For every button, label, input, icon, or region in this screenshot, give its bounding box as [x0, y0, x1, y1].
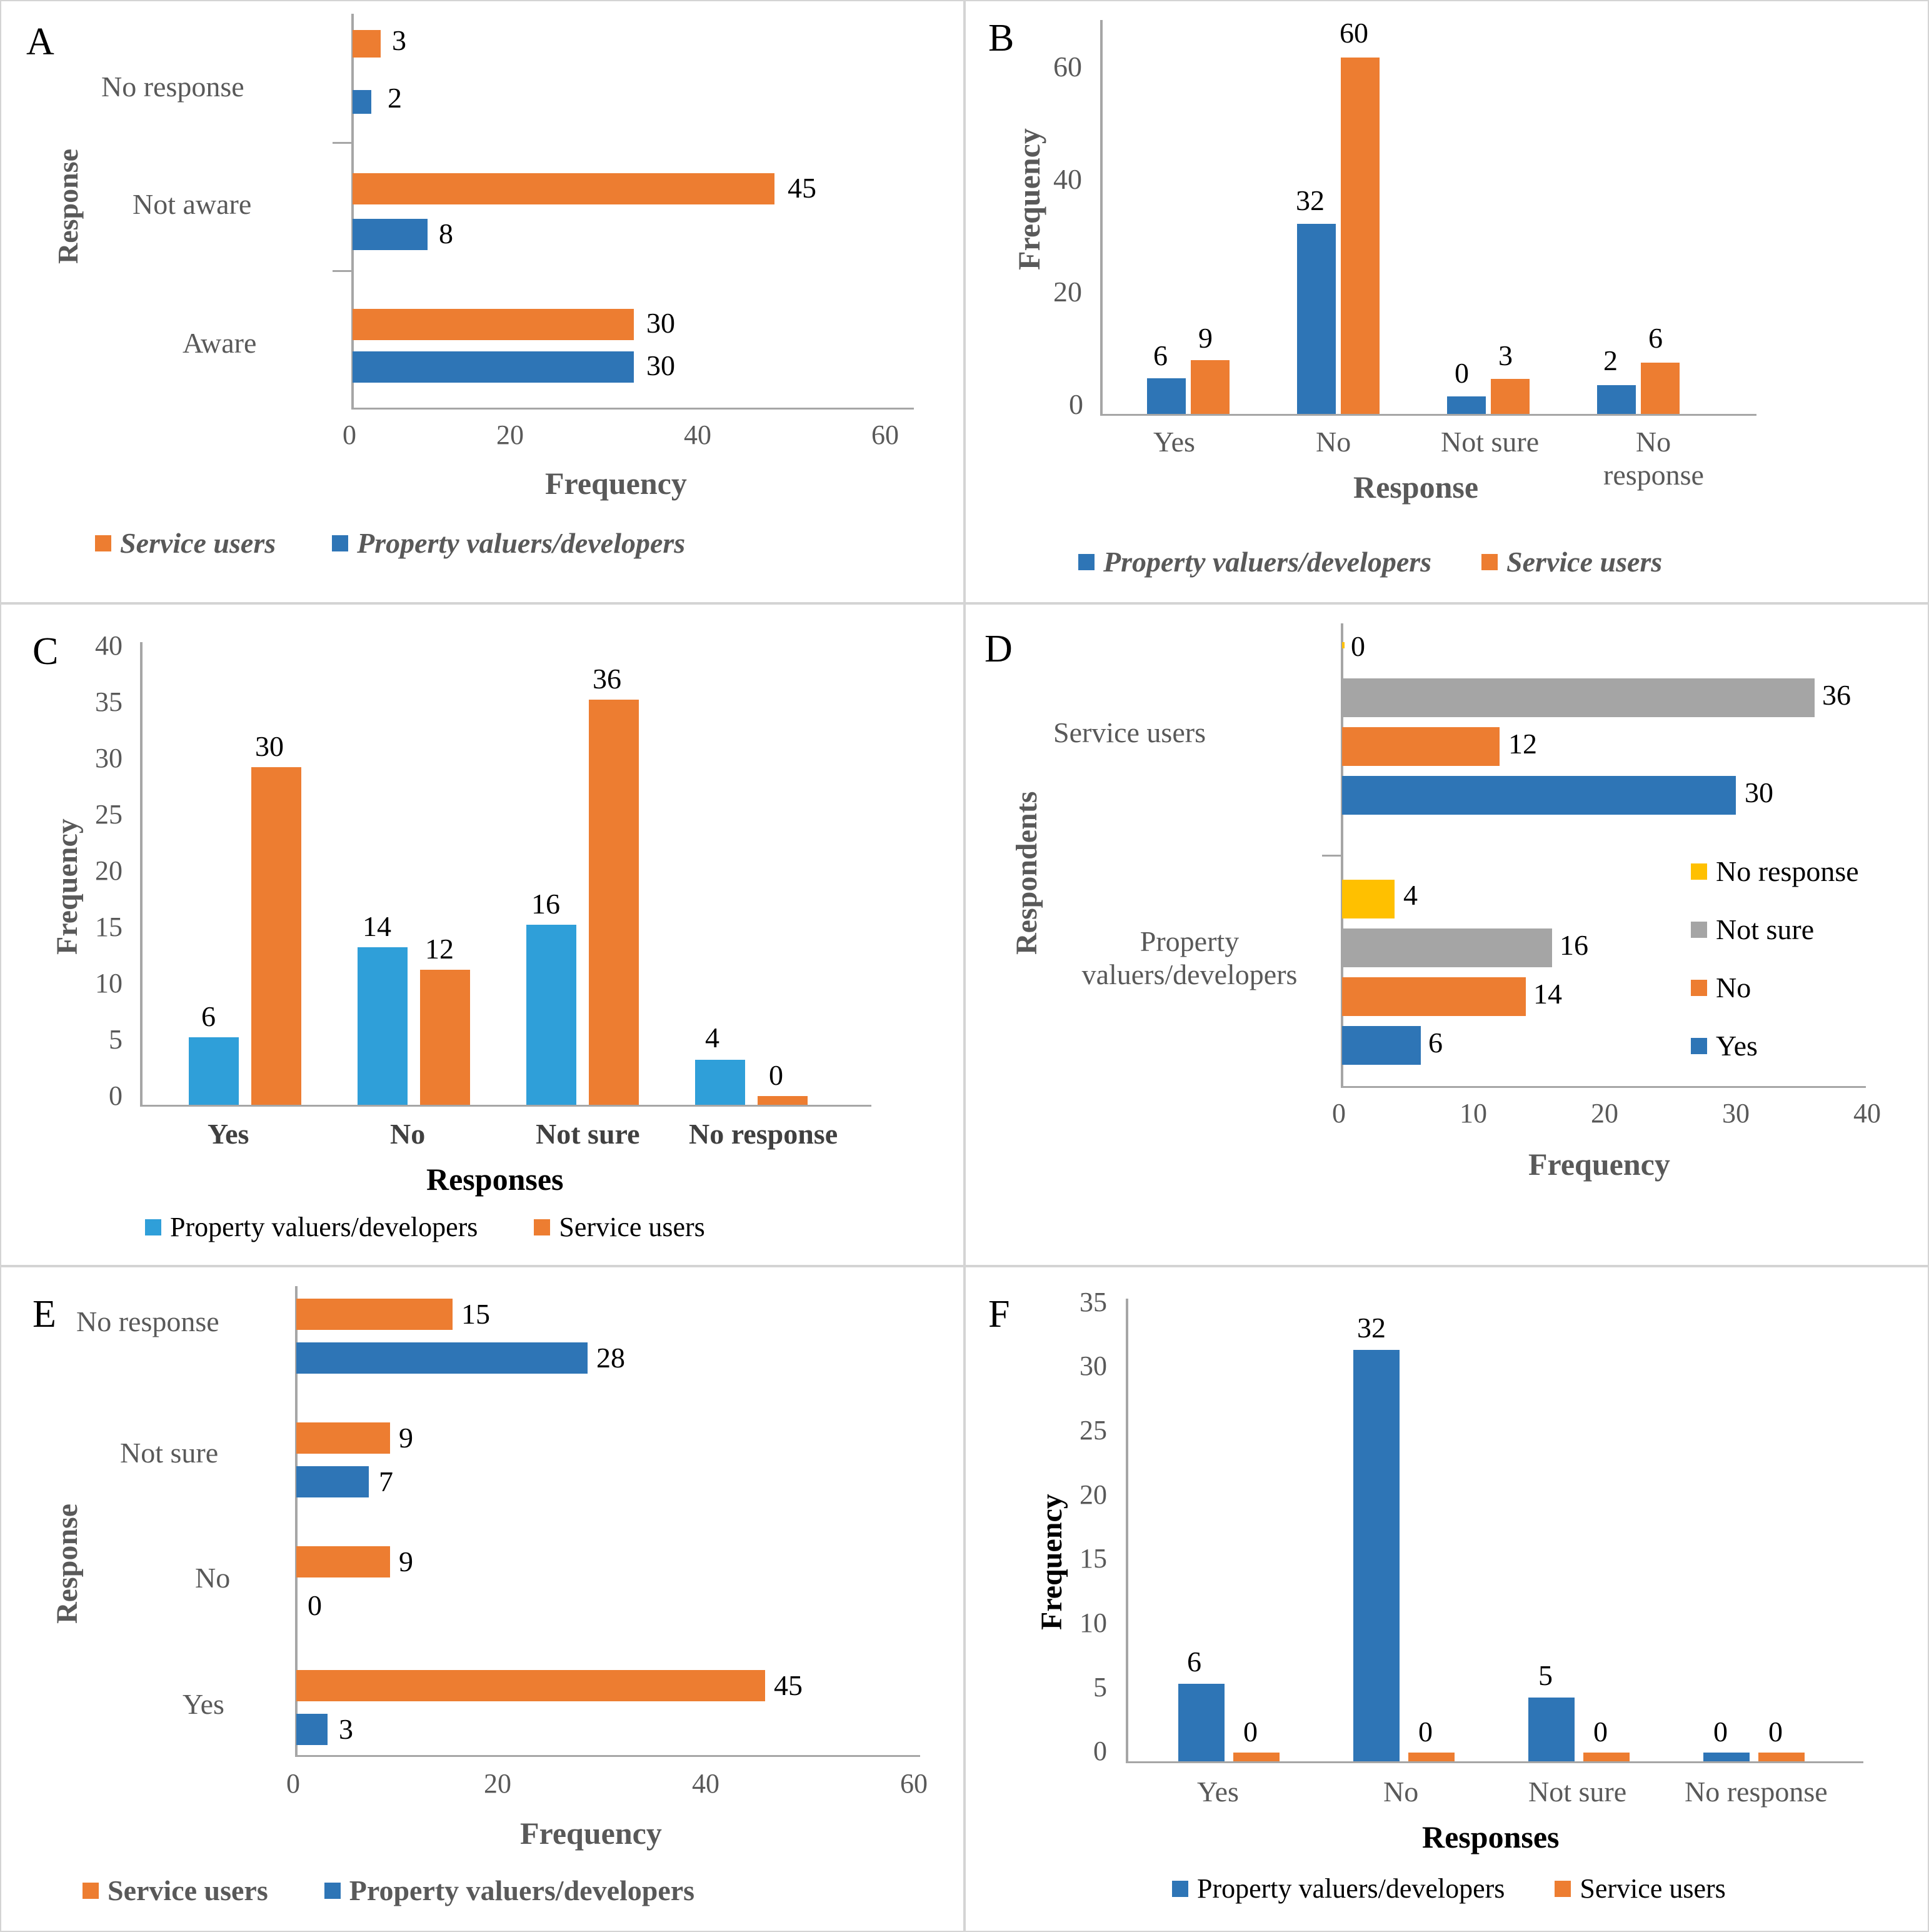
panel-d-bar-not-sure-service-users [1342, 678, 1815, 717]
panel-f-value-valuers-no: 32 [1357, 1312, 1386, 1344]
panel-d-legend-item-no [1691, 971, 1859, 1004]
panel-d-value-no-valuers: 14 [1533, 978, 1562, 1010]
panel-d-bar-no-response-valuers [1342, 880, 1395, 918]
panel-c-ytick-30: 30 [95, 743, 123, 773]
panel-d-category-valuers: Property valuers/developers [1081, 925, 1298, 990]
panel-a-xtick-40: 40 [684, 420, 711, 450]
legend-swatch-icon [1691, 980, 1707, 996]
panel-f-value-service-users-no-response: 0 [1768, 1716, 1783, 1748]
panel-d-y-axis-title: Respondents [1010, 791, 1043, 955]
panel-f-legend-label-service-users: Service users [1580, 1873, 1726, 1904]
panel-b-value-service-users-no-response: 6 [1648, 322, 1663, 354]
panel-e-bar-service-users-no-response [296, 1299, 453, 1330]
panel-c-ytick-25: 25 [95, 799, 123, 830]
panel-c-xtick-yes: Yes [208, 1118, 249, 1150]
panel-b-bar-valuers-not-sure [1447, 396, 1486, 414]
panel-d-legend [1691, 855, 1859, 1062]
panel-e-letter: E [33, 1293, 56, 1336]
panel-c-ytick-20: 20 [95, 855, 123, 886]
panel-a-x-axis-title: Frequency [545, 466, 687, 501]
panel-f-x-axis-line [1126, 1761, 1863, 1763]
panel-f-value-service-users-yes: 0 [1243, 1716, 1258, 1748]
panel-c-value-service-users-not-sure: 36 [593, 663, 621, 695]
panel-c-value-valuers-yes: 6 [201, 1000, 216, 1032]
panel-a-tick-sep-1 [333, 142, 351, 144]
panel-c-xtick-not-sure: Not sure [536, 1118, 640, 1150]
panel-c-bar-service-users-no [420, 970, 470, 1105]
panel-d-legend-item-yes [1691, 1029, 1859, 1062]
panel-b-bar-service-users-no [1341, 58, 1380, 414]
legend-swatch-icon [95, 535, 111, 551]
panel-f-ytick-0: 0 [1093, 1736, 1107, 1766]
panel-a-value-service-users-not-aware: 45 [788, 172, 816, 204]
panel-d-bar-not-sure-valuers [1342, 928, 1552, 967]
panel-f-bar-service-users-not-sure [1583, 1753, 1630, 1761]
panel-f-ytick-10: 10 [1080, 1607, 1107, 1638]
panel-b-bar-service-users-no-response [1641, 363, 1680, 414]
panel-d-value-no-response-valuers: 4 [1403, 879, 1418, 911]
panel-f-y-axis-line [1126, 1299, 1128, 1761]
panel-f-ytick-35: 35 [1080, 1287, 1107, 1317]
panel-f-ytick-30: 30 [1080, 1351, 1107, 1381]
panel-b-ytick-40: 40 [1053, 163, 1082, 195]
panel-d-value-no-response-service-users: 0 [1351, 630, 1365, 662]
panel-e-x-axis-line [295, 1755, 920, 1757]
panel-f-bar-service-users-yes [1233, 1753, 1280, 1761]
panel-b-x-axis-title: Response [1353, 470, 1479, 505]
panel-c-bar-service-users-no-response [758, 1096, 808, 1105]
panel-a-x-axis-line [351, 408, 914, 410]
panel-c-bar-valuers-yes [189, 1037, 239, 1105]
panel-f-xtick-not-sure: Not sure [1528, 1776, 1627, 1808]
panel-c-legend-item-service-users [534, 1211, 704, 1243]
panel-f-xtick-yes: Yes [1197, 1776, 1239, 1808]
panel-e [0, 1266, 964, 1932]
panel-c-letter: C [33, 630, 59, 673]
panel-e-category-no-response: No response [76, 1306, 219, 1337]
panel-f-value-valuers-no-response: 0 [1713, 1716, 1728, 1748]
panel-b-y-axis-title: Frequency [1011, 128, 1046, 270]
panel-b-legend [1078, 545, 1662, 578]
panel-c-value-valuers-no-response: 4 [705, 1022, 719, 1054]
legend-swatch-icon [83, 1883, 99, 1899]
panel-e-legend-label-service-users: Service users [108, 1874, 268, 1906]
panel-e-bar-service-users-yes [296, 1670, 765, 1701]
panel-b-bar-valuers-no [1297, 224, 1336, 414]
panel-b-value-valuers-yes: 6 [1153, 340, 1168, 371]
panel-c-x-axis-line [140, 1105, 871, 1107]
panel-d-category-service-users: Service users [1053, 717, 1206, 748]
panel-e-value-service-users-not-sure: 9 [399, 1422, 413, 1454]
legend-swatch-icon [534, 1219, 550, 1235]
panel-f-bar-valuers-no-response [1703, 1753, 1750, 1761]
panel-e-xtick-20: 20 [484, 1768, 511, 1799]
panel-d-bar-no-response-service-users [1342, 642, 1345, 648]
panel-f-ytick-20: 20 [1080, 1479, 1107, 1510]
panel-f-legend [1172, 1873, 1726, 1904]
panel-b-legend-label-service-users: Service users [1506, 546, 1663, 578]
panel-d-bar-no-service-users [1342, 727, 1500, 766]
panel-e-bar-valuers-no-response [296, 1342, 588, 1374]
panel-b-ytick-0: 0 [1069, 388, 1083, 420]
panel-a-bar-valuers-no-response [353, 90, 371, 114]
panel-e-y-axis-title: Response [51, 1503, 84, 1624]
panel-d-value-not-sure-valuers: 16 [1560, 929, 1588, 961]
panel-a-category-no-response: No response [101, 71, 244, 103]
panel-f-y-axis-title: Frequency [1035, 1494, 1068, 1630]
legend-swatch-icon [1691, 1038, 1707, 1054]
panel-f-bar-service-users-no-response [1758, 1753, 1805, 1761]
panel-d-x-axis-title: Frequency [1528, 1147, 1670, 1182]
panel-d-bar-yes-valuers [1342, 1026, 1421, 1065]
panel-b-xtick-yes: Yes [1153, 426, 1195, 458]
legend-swatch-icon [1078, 554, 1095, 570]
panel-c-value-valuers-no: 14 [363, 910, 391, 942]
panel-f-value-valuers-yes: 6 [1187, 1646, 1201, 1678]
panel-c-bar-valuers-no-response [695, 1060, 745, 1105]
panel-d-xtick-0: 0 [1332, 1098, 1346, 1129]
panel-d-x-axis-line [1341, 1086, 1866, 1088]
panel-e-x-axis-title: Frequency [520, 1816, 662, 1851]
panel-b-ytick-20: 20 [1053, 276, 1082, 308]
panel-c [0, 603, 964, 1266]
panel-e-xtick-0: 0 [286, 1768, 300, 1799]
panel-a-value-valuers-not-aware: 8 [439, 218, 453, 249]
panel-e-value-valuers-no: 0 [308, 1589, 322, 1621]
panel-f-bar-valuers-yes [1178, 1684, 1225, 1761]
panel-c-legend [145, 1211, 705, 1243]
panel-f-ytick-25: 25 [1080, 1415, 1107, 1446]
panel-e-xtick-60: 60 [900, 1768, 928, 1799]
panel-a-legend-label-service-users: Service users [120, 527, 276, 559]
panel-e-legend-item-service-users [83, 1874, 268, 1907]
panel-a-bar-service-users-not-aware [353, 173, 774, 204]
panel-c-xtick-no: No [390, 1118, 426, 1150]
panel-b-xtick-not-sure: Not sure [1441, 426, 1540, 458]
panel-e-category-no: No [195, 1562, 231, 1594]
panel-a-bar-valuers-not-aware [353, 219, 428, 250]
panel-f-bar-service-users-no [1408, 1753, 1455, 1761]
panel-c-ytick-40: 40 [95, 630, 123, 661]
panel-b-x-axis-line [1100, 414, 1756, 416]
panel-c-value-service-users-no: 12 [425, 933, 454, 965]
panel-a-legend-label-valuers: Property valuers/developers [357, 527, 686, 559]
panel-d-bar-yes-service-users [1342, 776, 1736, 815]
panel-d-value-yes-service-users: 30 [1745, 777, 1773, 808]
panel-b-y-axis-line [1100, 20, 1103, 414]
panel-b-letter: B [988, 17, 1015, 59]
panel-d-value-no-service-users: 12 [1508, 728, 1537, 760]
panel-b-legend-item-valuers [1078, 545, 1431, 578]
panel-b-value-service-users-yes: 9 [1198, 322, 1213, 354]
panel-d-legend-item-not-sure [1691, 913, 1859, 946]
panel-a-value-valuers-no-response: 2 [388, 82, 402, 114]
panel-c-ytick-5: 5 [109, 1024, 123, 1055]
panel-d-legend-item-no-response [1691, 855, 1859, 888]
panel-a-y-axis-title: Response [52, 148, 84, 264]
panel-e-value-service-users-no-response: 15 [461, 1298, 490, 1330]
panel-b-legend-label-valuers: Property valuers/developers [1103, 546, 1432, 578]
panel-b-bar-valuers-no-response [1597, 385, 1636, 414]
panel-b [964, 0, 1929, 603]
panel-e-category-not-sure: Not sure [120, 1437, 219, 1469]
legend-swatch-icon [324, 1883, 341, 1899]
panel-f-legend-item-service-users [1555, 1873, 1725, 1904]
panel-b-ytick-60: 60 [1053, 51, 1082, 83]
panel-d-value-yes-valuers: 6 [1428, 1027, 1443, 1059]
legend-swatch-icon [1172, 1881, 1188, 1897]
panel-f-bar-valuers-no [1353, 1350, 1400, 1761]
panel-c-legend-label-valuers: Property valuers/developers [170, 1212, 478, 1242]
panel-b-value-valuers-not-sure: 0 [1455, 357, 1469, 389]
panel-f [964, 1266, 1929, 1932]
panel-d-value-not-sure-service-users: 36 [1822, 679, 1851, 711]
panel-f-bar-valuers-not-sure [1528, 1698, 1575, 1761]
panel-c-legend-item-valuers [145, 1211, 478, 1243]
panel-c-value-service-users-no-response: 0 [769, 1059, 783, 1091]
panel-d-xtick-10: 10 [1460, 1098, 1487, 1129]
panel-b-bar-service-users-not-sure [1491, 379, 1530, 414]
panel-a-value-service-users-aware: 30 [646, 307, 675, 339]
panel-f-value-service-users-no: 0 [1418, 1716, 1433, 1748]
panel-e-bar-valuers-yes [296, 1714, 328, 1745]
panel-c-y-axis-line [140, 642, 143, 1105]
panel-a [0, 0, 964, 603]
panel-d-xtick-40: 40 [1853, 1098, 1881, 1129]
panel-b-bar-valuers-yes [1147, 378, 1186, 414]
panel-e-legend [83, 1874, 694, 1907]
panel-d-bar-no-valuers [1342, 977, 1526, 1016]
panel-f-ytick-5: 5 [1093, 1672, 1107, 1703]
panel-c-bar-service-users-not-sure [589, 700, 639, 1105]
panel-f-value-service-users-not-sure: 0 [1593, 1716, 1608, 1748]
panel-a-y-axis-line [351, 14, 354, 408]
panel-c-ytick-10: 10 [95, 968, 123, 999]
panel-f-legend-label-valuers: Property valuers/developers [1197, 1873, 1505, 1904]
panel-b-bar-service-users-yes [1191, 360, 1230, 414]
panel-f-ytick-15: 15 [1080, 1543, 1107, 1574]
panel-b-value-valuers-no-response: 2 [1603, 345, 1618, 376]
panel-e-value-service-users-no: 9 [399, 1546, 413, 1577]
panel-d-legend-label-yes: Yes [1716, 1030, 1758, 1062]
panel-b-value-service-users-no: 60 [1340, 17, 1368, 49]
panel-b-value-valuers-no: 32 [1296, 184, 1325, 216]
panel-a-category-aware: Aware [183, 327, 257, 359]
panel-e-category-yes: Yes [183, 1688, 224, 1720]
panel-c-ytick-0: 0 [109, 1080, 123, 1111]
panel-a-letter: A [26, 21, 54, 63]
panel-a-legend-item-valuers [332, 526, 685, 560]
panel-b-legend-item-service-users [1481, 545, 1662, 578]
panel-e-legend-item-valuers [324, 1874, 694, 1907]
panel-e-value-valuers-no-response: 28 [596, 1342, 625, 1374]
panel-d-legend-label-no: No [1716, 972, 1751, 1004]
panel-c-value-service-users-yes: 30 [255, 730, 284, 762]
panel-e-legend-label-valuers: Property valuers/developers [349, 1874, 695, 1906]
panel-d-xtick-30: 30 [1722, 1098, 1750, 1129]
panel-c-bar-service-users-yes [251, 767, 301, 1105]
panel-d-legend-label-no-response: No response [1716, 855, 1859, 887]
panel-a-xtick-0: 0 [343, 420, 356, 450]
panel-d-xtick-20: 20 [1591, 1098, 1618, 1129]
panel-e-xtick-40: 40 [692, 1768, 719, 1799]
legend-swatch-icon [1481, 554, 1498, 570]
panel-a-xtick-60: 60 [871, 420, 899, 450]
panel-d-tick-sep [1322, 855, 1343, 857]
panel-a-tick-sep-2 [333, 270, 351, 272]
panel-b-value-service-users-not-sure: 3 [1498, 340, 1513, 371]
panel-a-value-valuers-aware: 30 [646, 350, 675, 381]
panel-a-bar-valuers-aware [353, 351, 634, 383]
panel-f-legend-item-valuers [1172, 1873, 1505, 1904]
panel-a-legend [95, 526, 685, 560]
panel-d-legend-label-not-sure: Not sure [1716, 913, 1815, 945]
panel-a-xtick-20: 20 [496, 420, 524, 450]
legend-swatch-icon [1691, 863, 1707, 880]
panel-e-value-valuers-yes: 3 [339, 1713, 353, 1745]
panel-f-xtick-no-response: No response [1685, 1776, 1828, 1808]
panel-a-bar-service-users-no-response [353, 30, 381, 58]
panel-c-bar-valuers-no [358, 947, 408, 1105]
legend-swatch-icon [1691, 922, 1707, 938]
panel-c-value-valuers-not-sure: 16 [531, 888, 560, 920]
panel-f-value-valuers-not-sure: 5 [1538, 1659, 1553, 1691]
panel-b-xtick-no-response: No response [1603, 426, 1704, 491]
panel-c-ytick-35: 35 [95, 687, 123, 717]
panel-c-ytick-15: 15 [95, 912, 123, 942]
panel-a-value-service-users-no-response: 3 [392, 24, 406, 56]
panel-f-xtick-no: No [1383, 1776, 1419, 1808]
panel-d-letter: D [985, 628, 1013, 670]
panel-e-bar-valuers-not-sure [296, 1466, 369, 1497]
legend-swatch-icon [1555, 1881, 1571, 1897]
panel-f-x-axis-title: Responses [1422, 1819, 1560, 1854]
legend-swatch-icon [145, 1219, 161, 1235]
panel-f-letter: F [988, 1293, 1010, 1336]
panel-e-bar-service-users-no [296, 1546, 390, 1577]
legend-swatch-icon [332, 535, 348, 551]
panel-c-y-axis-title: Frequency [51, 818, 84, 955]
panel-a-category-not-aware: Not aware [133, 188, 252, 220]
panel-a-legend-item-service-users [95, 526, 276, 560]
panel-a-bar-service-users-aware [353, 309, 634, 340]
panel-d [964, 603, 1929, 1266]
panel-c-xtick-no-response: No response [689, 1118, 838, 1150]
panel-c-legend-label-service-users: Service users [559, 1212, 705, 1242]
panel-e-value-valuers-not-sure: 7 [379, 1466, 393, 1497]
panel-e-bar-service-users-not-sure [296, 1422, 390, 1454]
panel-c-x-axis-title: Responses [426, 1162, 564, 1197]
panel-b-xtick-no: No [1316, 426, 1351, 458]
panel-c-bar-valuers-not-sure [526, 925, 576, 1105]
panel-e-value-service-users-yes: 45 [774, 1669, 803, 1701]
